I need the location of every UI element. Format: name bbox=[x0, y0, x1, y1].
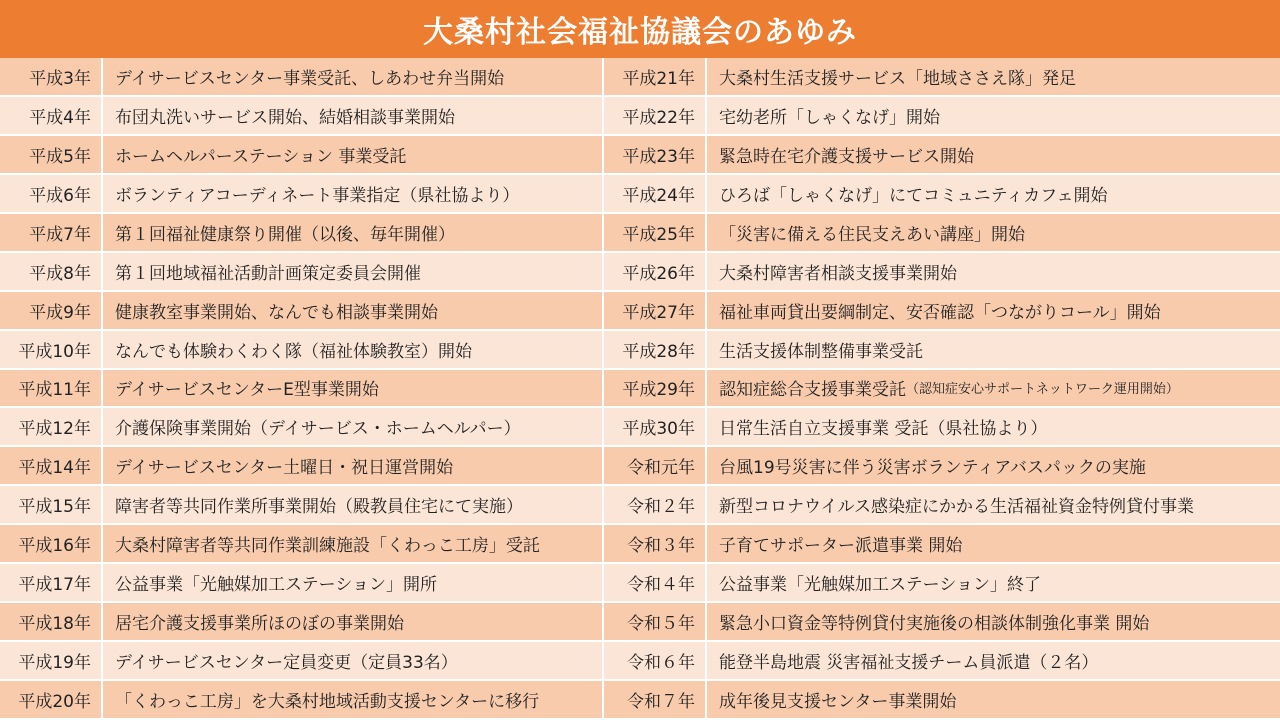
left-year-cell: 平成18年 bbox=[0, 603, 103, 642]
right-event-cell bbox=[707, 136, 1280, 175]
left-event-cell: 布団丸洗いサービス開始、結婚相談事業開始 bbox=[103, 97, 604, 136]
right-event-cell bbox=[707, 214, 1280, 253]
right-event-cell bbox=[707, 681, 1280, 720]
right-year-cell: 令和７年 bbox=[604, 681, 707, 720]
right-year-cell: 平成25年 bbox=[604, 214, 707, 253]
right-year-cell: 平成22年 bbox=[604, 97, 707, 136]
right-event-cell bbox=[707, 486, 1280, 525]
left-event-cell: 公益事業「光触媒加工ステーション」開所 bbox=[103, 564, 604, 603]
right-event-cell bbox=[707, 525, 1280, 564]
left-year-cell: 平成20年 bbox=[0, 681, 103, 720]
right-event-text: 大桑村生活支援サービス「地域ささえ隊」発足 bbox=[719, 68, 1076, 89]
right-event-cell bbox=[707, 331, 1280, 370]
left-event-cell: 第１回福祉健康祭り開催（以後、毎年開催） bbox=[103, 214, 604, 253]
right-event-text: ひろば「しゃくなげ」にてコミュニティカフェ開始 bbox=[719, 185, 1108, 206]
left-event-cell: 障害者等共同作業所事業開始（殿教員住宅にて実施） bbox=[103, 486, 604, 525]
left-year-cell: 平成10年 bbox=[0, 331, 103, 370]
right-event-text: 生活支援体制整備事業受託 bbox=[719, 341, 923, 362]
left-event-cell: 「くわっこ工房」を大桑村地域活動支援センターに移行 bbox=[103, 681, 604, 720]
right-year-cell: 平成29年 bbox=[604, 370, 707, 409]
left-event-cell: ホームヘルパーステーション 事業受託 bbox=[103, 136, 604, 175]
right-year-cell: 平成30年 bbox=[604, 408, 707, 447]
right-year-cell: 平成26年 bbox=[604, 253, 707, 292]
right-event-text: 新型コロナウイルス感染症にかかる生活福祉資金特例貸付事業 bbox=[719, 497, 1194, 518]
right-event-cell bbox=[707, 642, 1280, 681]
right-event-text: 子育てサポーター派遣事業 開始 bbox=[719, 536, 963, 557]
right-event-text: 日常生活自立支援事業 受託（県社協より） bbox=[719, 419, 1048, 440]
page-title: 大桑村社会福祉協議会のあゆみ bbox=[423, 15, 857, 50]
left-year-cell: 平成8年 bbox=[0, 253, 103, 292]
right-event-text: 公益事業「光触媒加工ステーション」終了 bbox=[719, 575, 1041, 596]
right-event-cell bbox=[707, 447, 1280, 486]
right-year-cell: 平成24年 bbox=[604, 175, 707, 214]
right-year-cell: 令和２年 bbox=[604, 486, 707, 525]
right-event-note: （認知症安心サポートネットワーク運用開始） bbox=[906, 382, 1179, 398]
left-year-cell: 平成14年 bbox=[0, 447, 103, 486]
right-year-cell: 平成27年 bbox=[604, 292, 707, 331]
left-year-cell: 平成19年 bbox=[0, 642, 103, 681]
right-year-cell: 令和元年 bbox=[604, 447, 707, 486]
left-year-cell: 平成6年 bbox=[0, 175, 103, 214]
left-year-cell: 平成15年 bbox=[0, 486, 103, 525]
right-event-text: 大桑村障害者相談支援事業開始 bbox=[719, 263, 957, 284]
left-event-cell: 健康教室事業開始、なんでも相談事業開始 bbox=[103, 292, 604, 331]
left-year-cell: 平成12年 bbox=[0, 408, 103, 447]
right-year-cell: 平成21年 bbox=[604, 58, 707, 97]
right-year-cell: 平成23年 bbox=[604, 136, 707, 175]
right-event-cell bbox=[707, 603, 1280, 642]
left-year-cell: 平成11年 bbox=[0, 370, 103, 409]
left-event-cell: デイサービスセンターE型事業開始 bbox=[103, 370, 604, 409]
left-year-cell: 平成7年 bbox=[0, 214, 103, 253]
right-year-cell: 平成28年 bbox=[604, 331, 707, 370]
left-event-cell: デイサービスセンター土曜日・祝日運営開始 bbox=[103, 447, 604, 486]
right-year-cell: 令和５年 bbox=[604, 603, 707, 642]
right-event-text: 成年後見支援センター事業開始 bbox=[719, 692, 957, 713]
left-event-cell: 第１回地域福祉活動計画策定委員会開催 bbox=[103, 253, 604, 292]
left-year-cell: 平成9年 bbox=[0, 292, 103, 331]
right-event-cell bbox=[707, 292, 1280, 331]
right-event-text: 緊急時在宅介護支援サービス開始 bbox=[719, 146, 974, 167]
right-event-text: 台風19号災害に伴う災害ボランティアバスパックの実施 bbox=[719, 458, 1146, 479]
history-table bbox=[0, 58, 1280, 720]
right-event-text: 「災害に備える住民支えあい講座」開始 bbox=[719, 224, 1025, 245]
left-year-cell: 平成16年 bbox=[0, 525, 103, 564]
right-event-cell bbox=[707, 564, 1280, 603]
right-event-text: 緊急小口資金等特例貸付実施後の相談体制強化事業 開始 bbox=[719, 614, 1150, 635]
title-bar bbox=[0, 0, 1280, 58]
left-event-cell: デイサービスセンター事業受託、しあわせ弁当開始 bbox=[103, 58, 604, 97]
left-event-cell: 介護保険事業開始（デイサービス・ホームヘルパー） bbox=[103, 408, 604, 447]
left-event-cell: ボランティアコーディネート事業指定（県社協より） bbox=[103, 175, 604, 214]
right-event-text: 能登半島地震 災害福祉支援チーム員派遣（２名） bbox=[719, 653, 1099, 674]
right-year-cell: 令和４年 bbox=[604, 564, 707, 603]
left-event-cell: なんでも体験わくわく隊（福祉体験教室）開始 bbox=[103, 331, 604, 370]
left-event-cell: デイサービスセンター定員変更（定員33名） bbox=[103, 642, 604, 681]
left-year-cell: 平成17年 bbox=[0, 564, 103, 603]
left-event-cell: 大桑村障害者等共同作業訓練施設「くわっこ工房」受託 bbox=[103, 525, 604, 564]
left-year-cell: 平成3年 bbox=[0, 58, 103, 97]
right-year-cell: 令和３年 bbox=[604, 525, 707, 564]
left-year-cell: 平成4年 bbox=[0, 97, 103, 136]
left-year-cell: 平成5年 bbox=[0, 136, 103, 175]
left-event-cell: 居宅介護支援事業所ほのぼの事業開始 bbox=[103, 603, 604, 642]
right-event-cell bbox=[707, 58, 1280, 97]
right-event-text: 認知症総合支援事業受託 bbox=[719, 380, 906, 401]
right-event-cell bbox=[707, 253, 1280, 292]
right-event-cell bbox=[707, 175, 1280, 214]
right-event-cell bbox=[707, 408, 1280, 447]
right-event-cell bbox=[707, 97, 1280, 136]
right-event-text: 宅幼老所「しゃくなげ」開始 bbox=[719, 107, 940, 128]
right-year-cell: 令和６年 bbox=[604, 642, 707, 681]
right-event-text: 福祉車両貸出要綱制定、安否確認「つながりコール」開始 bbox=[719, 302, 1161, 323]
right-event-cell bbox=[707, 370, 1280, 409]
